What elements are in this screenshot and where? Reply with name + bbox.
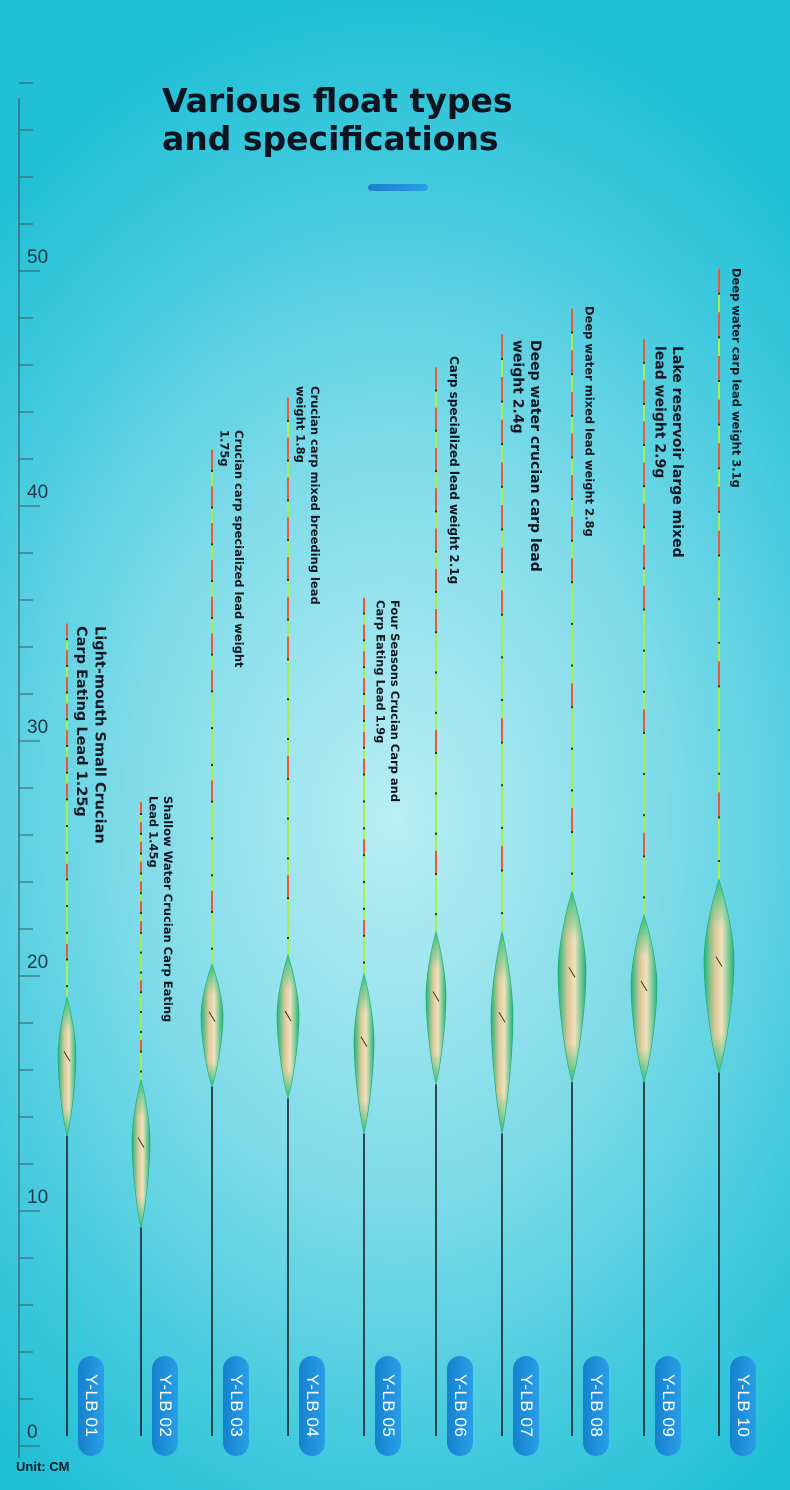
- float-label-5: Four Seasons Crucian Carp and Carp Eating Lead 1.9g: [373, 600, 402, 803]
- float-label-1: Light-mouth Small Crucian Carp Eating Lead 1.25g: [73, 626, 108, 844]
- model-badge-10: Y-LB 10: [730, 1356, 756, 1456]
- ruler-tick-label: 20: [27, 952, 49, 973]
- float-body-shade: [277, 955, 299, 1098]
- ruler-tick-label: 40: [27, 482, 49, 503]
- float-label-2: Shallow Water Crucian Carp Eating Lead 1.45g: [146, 796, 175, 1023]
- float-label-4: Crucian carp mixed breeding lead weight 1.8g: [293, 386, 322, 605]
- float-body-shade: [132, 1079, 150, 1227]
- float-body-shade: [354, 974, 374, 1134]
- float-label-3: Crucian carp specialized lead weight 1.75g: [217, 430, 246, 668]
- float-body-shade: [58, 997, 76, 1136]
- ruler-tick-label: 10: [27, 1187, 49, 1208]
- float-body-shade: [631, 915, 657, 1082]
- float-label-9: Lake reservoir large mixed lead weight 2.9g: [651, 346, 685, 558]
- model-badge-1: Y-LB 01: [78, 1356, 104, 1456]
- model-badge-5: Y-LB 05: [375, 1356, 401, 1456]
- model-badge-8: Y-LB 08: [583, 1356, 609, 1456]
- float-label-7: Deep water crucian carp lead weight 2.4g: [509, 340, 543, 572]
- page-title: Various float types and specifications: [162, 81, 513, 158]
- float-5: [354, 598, 374, 1436]
- model-badge-7: Y-LB 07: [513, 1356, 539, 1456]
- unit-label: Unit: CM: [16, 1459, 70, 1474]
- float-label-8: Deep water mixed lead weight 2.8g: [582, 306, 597, 537]
- model-badge-6: Y-LB 06: [447, 1356, 473, 1456]
- ruler-tick-label: 50: [27, 247, 49, 268]
- model-badge-4: Y-LB 04: [299, 1356, 325, 1456]
- model-badge-2: Y-LB 02: [152, 1356, 178, 1456]
- ruler-tick-label: 30: [27, 717, 49, 738]
- float-body-shade: [426, 931, 446, 1084]
- model-badge-3: Y-LB 03: [223, 1356, 249, 1456]
- model-badge-9: Y-LB 09: [655, 1356, 681, 1456]
- float-body-shade: [558, 891, 586, 1081]
- float-body-shade: [491, 931, 513, 1133]
- float-body-shade: [201, 964, 223, 1086]
- float-body-shade: [704, 880, 734, 1073]
- float-label-6: Carp specialized lead weight 2.1g: [447, 356, 461, 585]
- float-label-10: Deep water carp lead weight 3.1g: [729, 268, 744, 488]
- float-6: [426, 367, 446, 1436]
- ruler-tick-label: 0: [27, 1422, 38, 1443]
